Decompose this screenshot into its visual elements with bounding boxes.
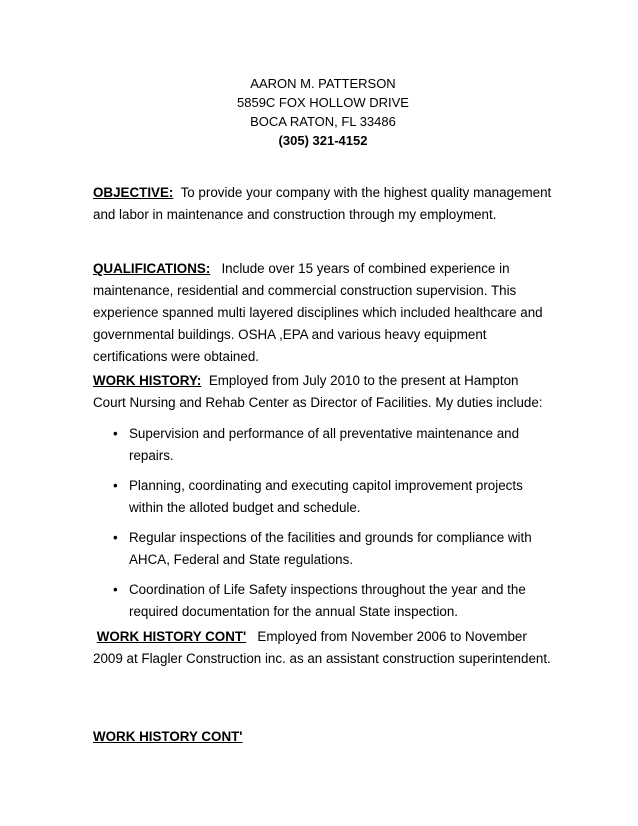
resume-header <box>0 74 638 150</box>
phone-number: (305) 321-4152 <box>278 133 368 148</box>
bullet-icon: • <box>113 530 118 545</box>
duty-text: Planning, coordinating and executing capitol improvement projects within the alloted budget and schedule. <box>129 478 523 515</box>
objective-label: OBJECTIVE: <box>93 185 174 200</box>
duty-item <box>93 579 553 623</box>
qualifications-label: QUALIFICATIONS: <box>93 261 211 276</box>
applicant-name: AARON M. PATTERSON <box>250 76 396 91</box>
address-line-1: 5859C FOX HOLLOW DRIVE <box>237 95 409 110</box>
duty-text: Coordination of Life Safety inspections throughout the year and the required documentation for the annual State inspection. <box>129 582 526 619</box>
duty-text: Supervision and performance of all preventative maintenance and repairs. <box>129 426 520 463</box>
qualifications-text: Include over 15 years of combined experience in maintenance, residential and commercial construction supervision. This experience spanned multi layered disciplines which included healthcare and governmental buildings. OSHA ,EPA and various heavy equipment certifications were obtained. <box>93 261 543 364</box>
qualifications-section <box>93 258 553 368</box>
objective-section <box>93 182 553 226</box>
duty-item <box>93 423 553 467</box>
objective-text: To provide your company with the highest quality management and labor in maintenance and construction through my employment. <box>93 185 552 222</box>
work-history-section <box>93 370 553 414</box>
work-history-cont2-label: WORK HISTORY CONT' <box>93 729 243 744</box>
bullet-icon: • <box>113 478 118 493</box>
duty-text: Regular inspections of the facilities and grounds for compliance with AHCA, Federal and State regulations. <box>129 530 532 567</box>
address-line-2: BOCA RATON, FL 33486 <box>250 114 396 129</box>
duty-item <box>93 475 553 519</box>
duties-list <box>93 423 553 623</box>
bullet-icon: • <box>113 582 118 597</box>
bullet-icon: • <box>113 426 118 441</box>
work-history-cont-text: Employed from November 2006 to November 2009 at Flagler Construction inc. as an assistant construction superintendent. <box>93 629 551 666</box>
duty-item <box>93 527 553 571</box>
work-history-text: Employed from July 2010 to the present at Hampton Court Nursing and Rehab Center as Director of Facilities. My duties include: <box>93 373 543 410</box>
work-history-cont2-section <box>93 726 553 748</box>
work-history-label: WORK HISTORY: <box>93 373 202 388</box>
work-history-cont-section <box>93 626 553 670</box>
work-history-cont-label: WORK HISTORY CONT' <box>96 629 247 644</box>
